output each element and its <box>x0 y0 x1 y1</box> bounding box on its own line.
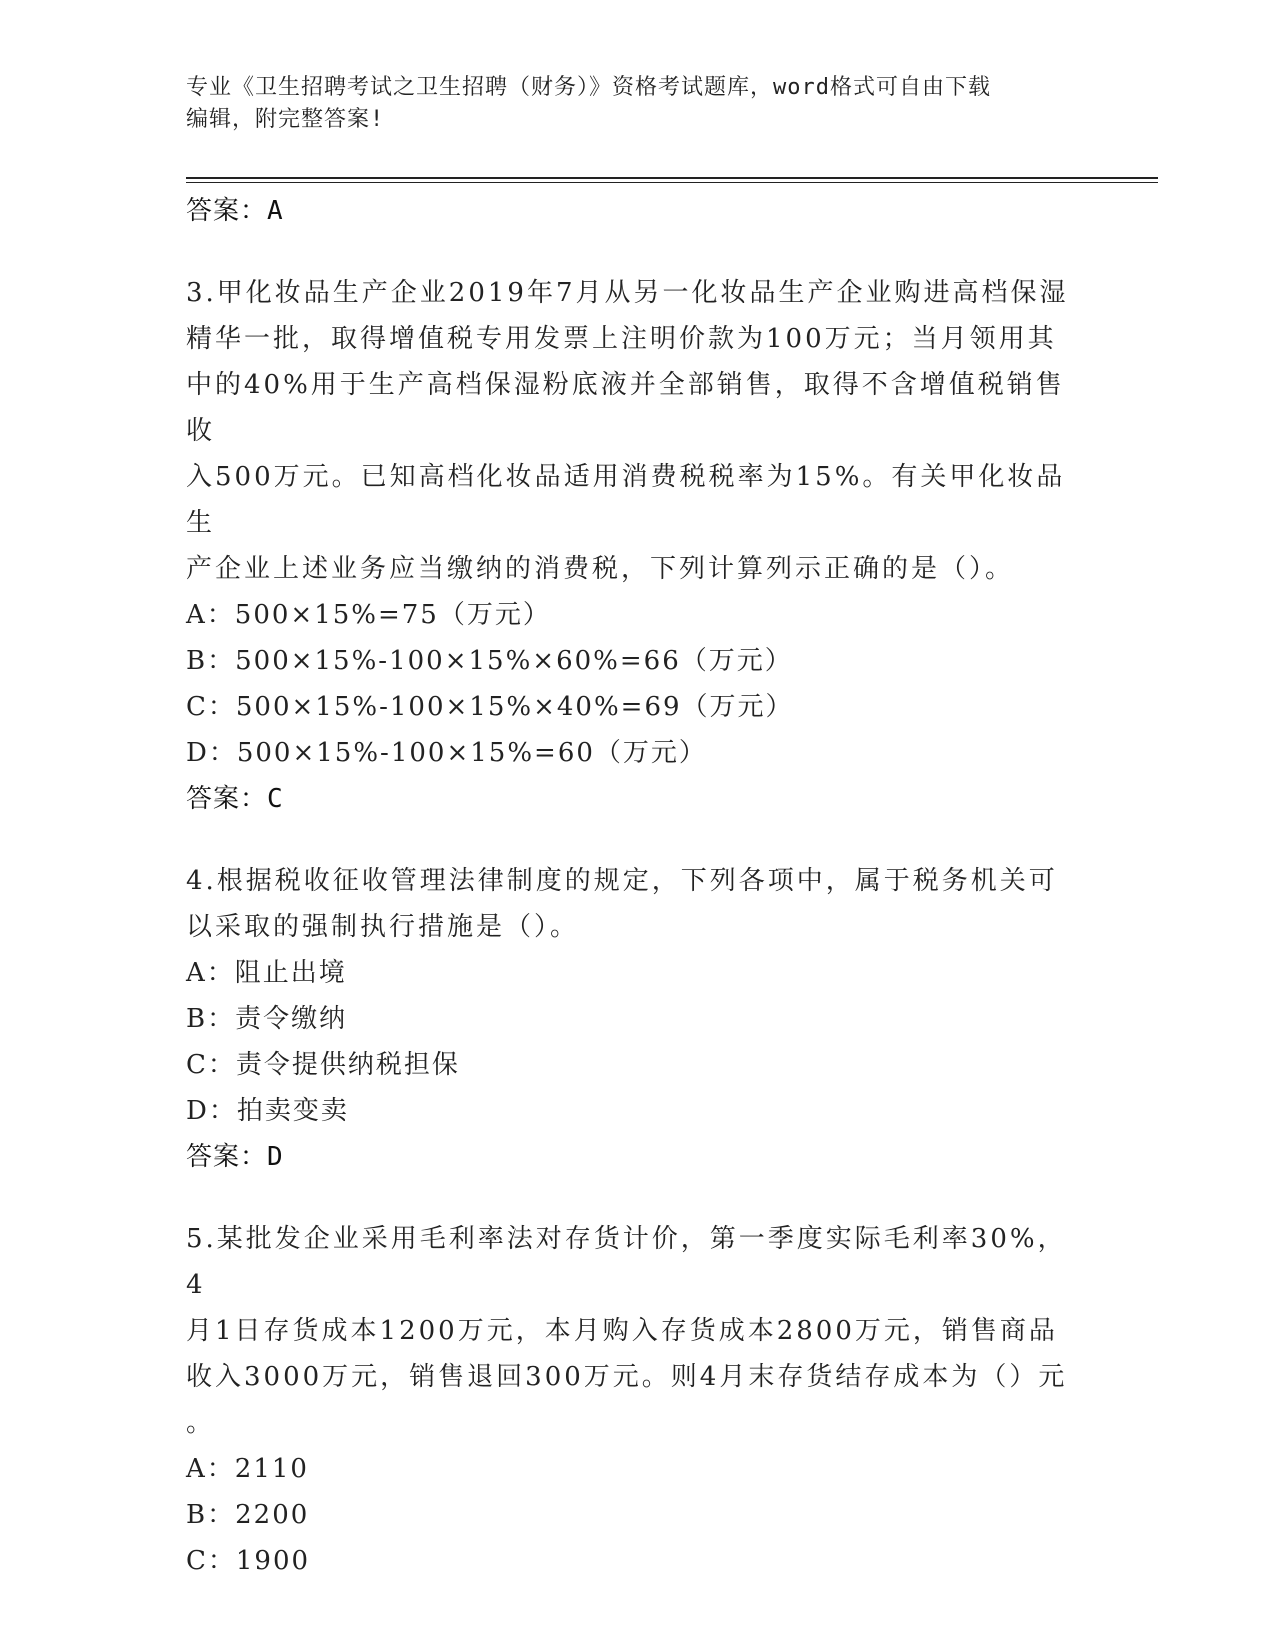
question-3-line-5: 产企业上述业务应当缴纳的消费税，下列计算列示正确的是（）。 <box>186 554 1015 584</box>
question-3 <box>186 270 1086 822</box>
question-5-option-c: C：1900 <box>186 1546 311 1576</box>
answer-line: 答案：A <box>186 196 284 226</box>
question-5 <box>186 1216 1086 1584</box>
spacer <box>186 234 1086 270</box>
spacer <box>186 1180 1086 1216</box>
question-4-line-2: 以采取的强制执行措施是（）。 <box>186 912 580 942</box>
header-rule-thin <box>186 182 1158 183</box>
question-5-option-a: A：2110 <box>186 1454 309 1484</box>
spacer <box>186 822 1086 858</box>
question-5-option-b: B：2200 <box>186 1500 310 1530</box>
question-5-line-2: 月1日存货成本1200万元，本月购入存货成本2800万元，销售商品 <box>186 1316 1058 1346</box>
header-line-2: 编辑，附完整答案! <box>186 107 385 132</box>
document-body <box>186 188 1086 1584</box>
question-5-line-1: 5.某批发企业采用毛利率法对存货计价，第一季度实际毛利率30%，4 <box>186 1224 1067 1300</box>
header-line-1: 专业《卫生招聘考试之卫生招聘（财务）》资格考试题库，word格式可自由下载 <box>186 75 991 100</box>
document-header <box>186 72 1106 136</box>
question-3-line-3: 中的40%用于生产高档保湿粉底液并全部销售，取得不含增值税销售收 <box>186 370 1065 446</box>
question-4-option-b: B：责令缴纳 <box>186 1004 348 1034</box>
question-3-line-2: 精华一批，取得增值税专用发票上注明价款为100万元；当月领用其 <box>186 324 1057 354</box>
question-4-option-c: C：责令提供纳税担保 <box>186 1050 460 1080</box>
question-4 <box>186 858 1086 1180</box>
question-5-line-3: 收入3000万元，销售退回300万元。则4月末存货结存成本为（）元 <box>186 1362 1068 1392</box>
question-4-option-d: D：拍卖变卖 <box>186 1096 349 1126</box>
header-rule-thick <box>186 177 1158 179</box>
question-3-option-d: D：500×15%-100×15%=60（万元） <box>186 738 707 768</box>
question-4-answer: 答案：D <box>186 1142 284 1172</box>
question-3-line-1: 3.甲化妆品生产企业2019年7月从另一化妆品生产企业购进高档保湿 <box>186 278 1069 308</box>
question-3-line-4: 入500万元。已知高档化妆品适用消费税税率为15%。有关甲化妆品生 <box>186 462 1066 538</box>
question-4-line-1: 4.根据税收征收管理法律制度的规定，下列各项中，属于税务机关可 <box>186 866 1058 896</box>
question-5-line-4: 。 <box>186 1408 216 1438</box>
question-3-option-a: A：500×15%=75（万元） <box>186 600 551 630</box>
question-3-option-c: C：500×15%-100×15%×40%=69（万元） <box>186 692 794 722</box>
question-4-option-a: A：阻止出境 <box>186 958 347 988</box>
question-3-option-b: B：500×15%-100×15%×60%=66（万元） <box>186 646 793 676</box>
question-3-answer: 答案：C <box>186 784 284 814</box>
